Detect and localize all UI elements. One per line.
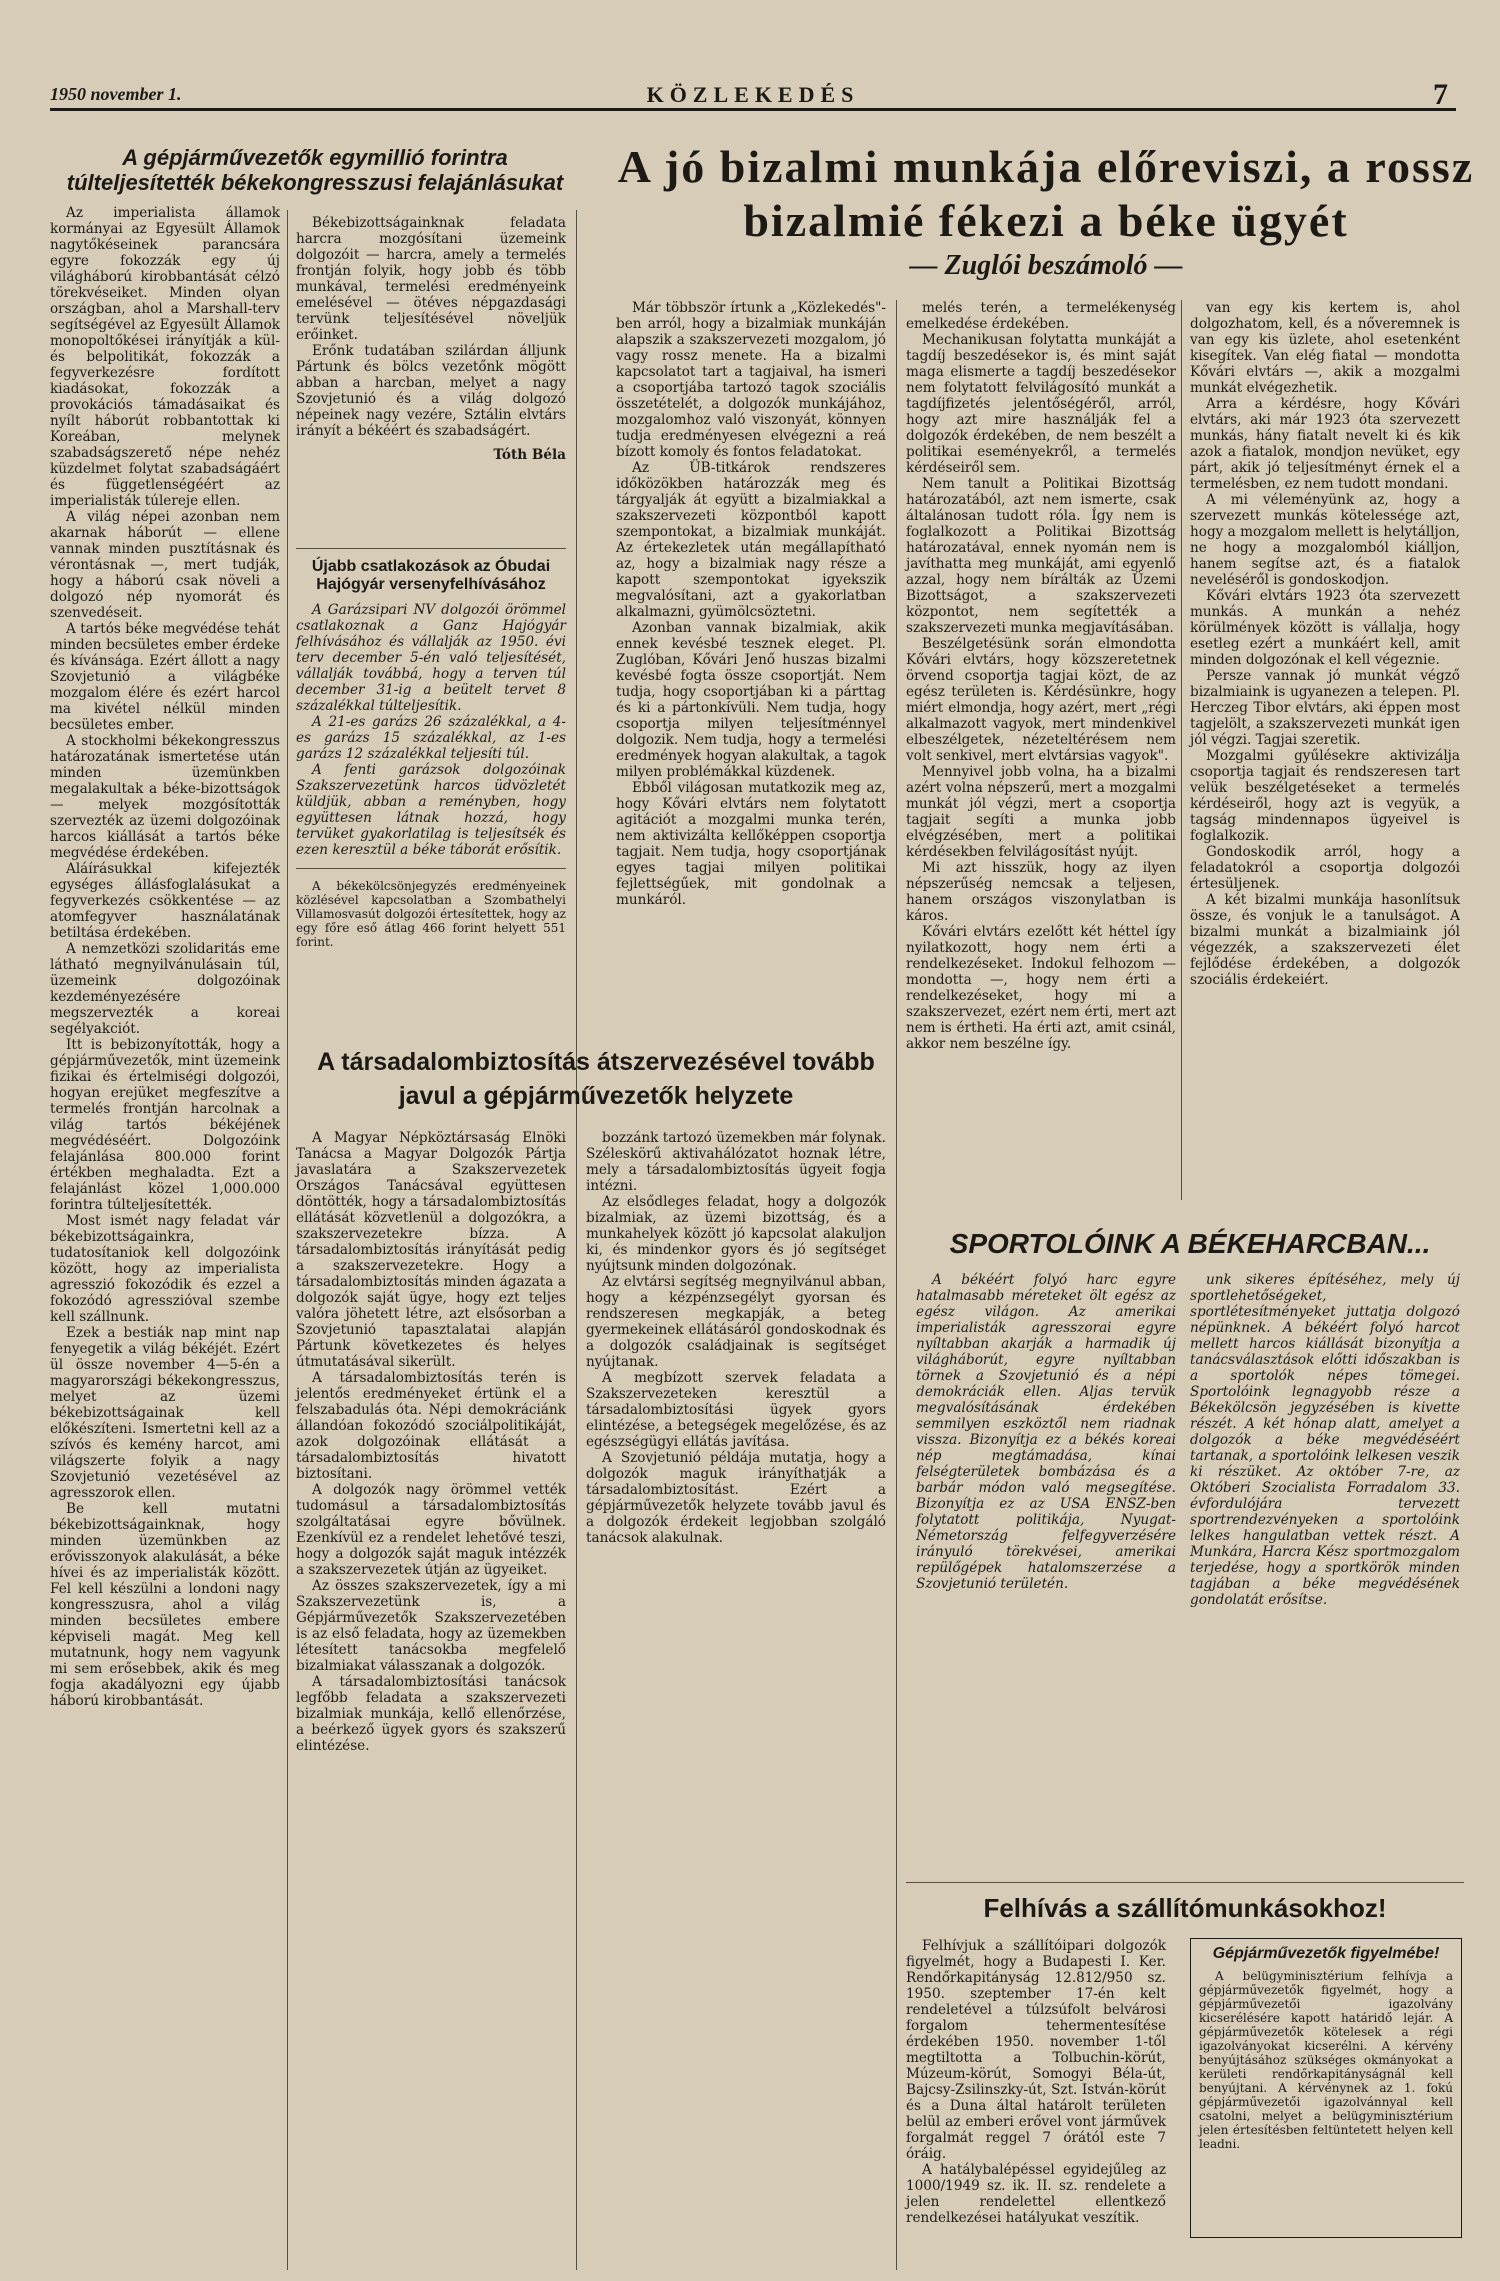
paragraph: Mi azt hisszük, hogy az ilyen népszerűség nemcsak a teljesen, hanem országos viszonylatban is káros. bbox=[906, 860, 1176, 924]
article-2 bbox=[296, 558, 566, 1018]
article-3-column-2 bbox=[586, 1130, 886, 2270]
divider bbox=[296, 868, 566, 869]
article-1-ending bbox=[296, 215, 566, 535]
page-header bbox=[50, 78, 1456, 111]
notice-title: Gépjárművezetők figyelmébe! bbox=[1212, 1945, 1440, 1962]
article-4-subtitle: — Zuglói beszámoló — bbox=[909, 250, 1183, 281]
column-divider bbox=[1181, 300, 1182, 1200]
article-3-column-1 bbox=[296, 1130, 566, 2270]
paragraph: A világ népei azonban nem akarnak háborút — ellene vannak minden pusztításnak és vérontásnak —, mert tudják, hogy a háború csak növeli a dolgozó nép nyomorát és szenvedéseit. bbox=[50, 509, 280, 622]
paragraph: A két bizalmi munkája hasonlítsuk össze, és vonjuk le a tanulságot. A bizalmi munkát a bizalmiaink jól végezzék, a szakszervezeti élet fejlődése érdekében, a dolgozók szociális érdekeiért. bbox=[1190, 892, 1460, 988]
paragraph: Az imperialista államok kormányai az Egyesült Államok nagytőkéseinek parancsára egyre fokozzák egy új világháború kirobbantását célzó törekvéseiket. Minden olyan országban, ahol a Marshall-terv segítségével az Egyesült Államok monopoltőkései irányítják a kül- és belpolitikát, fokozzák a fegyverkezésre fordított kiadásokat, fokozzák a provokációs támadásaikat és nyílt háborút robbantottak ki Koreában, melynek szabadságszerető népe nehéz küzdelmet folytat szabadságáért és függetlenségéért az imperialisták túlereje ellen. bbox=[50, 205, 280, 510]
paragraph: Persze vannak jó munkát végző bizalmiaink is ugyanezen a telepen. Pl. Herczeg Tibor elvtárs, aki éppen most tagjelölt, a szakszervezeti munkát igen jól végzi. Tagjai szeretik. bbox=[1190, 668, 1460, 748]
paragraph: A fenti garázsok dolgozóinak Szakszervezetünk harcos üdvözletét küldjük, abban a reményben, hogy együttesen látnak hozzá, hogy tervüket gyakorlatilag is teljesítsék és ezen keresztül a béke táborát erősítik. bbox=[296, 761, 566, 858]
article-5-column-1 bbox=[916, 1272, 1176, 1872]
article-4-column-3 bbox=[1190, 300, 1460, 1200]
paragraph: A hatálybalépéssel egyidejűleg az 1000/1949 sz. ik. II. sz. rendelete a jelen rendelettel ellentkező rendelkezései hatályukat veszítik. bbox=[906, 2162, 1166, 2226]
paragraph: Az elsődleges feladat, hogy a dolgozók bizalmiak, az üzemi bizottság, és a munkahelyek között jó kapcsolat alakuljon ki, és mindenkor gyors és jó segítséget nyújtsunk minden dolgozónak. bbox=[586, 1194, 886, 1274]
paragraph: Erőnk tudatában szilárdan álljunk Pártunk és bölcs vezetőnk mögött abban a harcban, melyet a nagy Szovjetunió és a világ dolgozó népeinek nagy vezére, Sztálin elvtárs irányít a békéért és szabadságért. bbox=[296, 343, 566, 439]
author-signature: Tóth Béla bbox=[493, 447, 566, 463]
paragraph: A mi véleményünk az, hogy a szervezett munkás kötelessége azt, hogy a mozgalom mellett is helytálljon, ne hogy a mozgalomból kiálljon, hanem segítse azt, és a fiatalok neveléséről is gondoskodjon. bbox=[1190, 492, 1460, 588]
paragraph: Felhívjuk a szállítóipari dolgozók figyelmét, hogy a Budapesti I. Ker. Rendőrkapitányság 12.812/950 sz. 1950. szeptember 17-én kelt rendeletével a túlzsúfolt belvárosi forgalom tehermentesítése érdekében 1950. november 1-től megtiltotta a Tolbuchin-körút, Múzeum-körút, Somogyi Béla-út, Bajcsy-Zsilinszky-út, Szt. István-körút és a Duna által határolt területen belül az emberi erővel vont járművek forgalmát reggel 7 órától este 7 óráig. bbox=[906, 1938, 1166, 2162]
header-rule bbox=[50, 108, 1456, 111]
notice-text: A belügyminisztérium felhívja a gépjárművezetők figyelmét, hogy a gépjárművezetői igazolvány kicserélésére kapott határidő lejár. A gépjárművezetők kötelesek a régi igazolványokat kicserélni. A kérvény benyújtásához szükséges okmányokat a kerületi rendőrkapitányságnál kell benyújtani. A kérvénynek az 1. fokú gépjárművezetői igazolvánnyal kell csatolni, melyet a belügyminisztérium jelen értesítésben feltüntetett helyen kell leadni. bbox=[1199, 1968, 1453, 2151]
paragraph: Mennyivel jobb volna, ha a bizalmi azért volna népszerű, mert a mozgalmi munkát jól végzi, mert a csoportja tagjait segíti a munka jobb elvégzésében, mert a politikai kérdésekben felvilágosítást nyújt. bbox=[906, 764, 1176, 860]
paragraph: Arra a kérdésre, hogy Kővári elvtárs, aki már 1923 óta szervezett munkás, hány fiatalt nevelt ki és kik azok a fiatalok, mondjon nevüket, egy párt, akik jó teljesítményt érnek el a termelésben, ez nem tudott mondani. bbox=[1190, 396, 1460, 492]
page-number: 7 bbox=[1433, 78, 1448, 111]
paragraph: A társadalombiztosítási tanácsok legfőbb feladata a szakszervezeti bizalmiak munkája, kellő ellenőrzése, a beérkező ügyek gyors és szakszerű elintézése. bbox=[296, 1674, 566, 1754]
column-divider bbox=[576, 210, 577, 2270]
article-6-column-1 bbox=[906, 1938, 1166, 2268]
paragraph: Kővári elvtárs 1923 óta szervezett munkás. A munkán a nehéz körülmények között is vállalja, hogy esetleg ezért a munkáért kell, amit minden dolgozónak el kell végeznie. bbox=[1190, 588, 1460, 668]
paragraph: A tartós béke megvédése tehát minden becsületes ember érdeke és kívánsága. Ezért állott a nagy Szovjetunió a világbéke mozgalom élére és ezért harcol ma kivétel nélkül minden becsületes ember. bbox=[50, 621, 280, 734]
article-3-header bbox=[296, 1045, 896, 1125]
article-6-title: Felhívás a szállítómunkásokhoz! bbox=[983, 1893, 1387, 1923]
section-rule bbox=[296, 548, 566, 549]
section-rule bbox=[906, 1882, 1464, 1883]
paragraph: Azonban vannak bizalmiak, akik ennek kevésbé tesznek eleget. Pl. Zuglóban, Kővári Jenő huszas bizalmi kevésbé fogta össze csoportját. Nem tudja, hogy csoportjában ki a párttag és ki a pártonkívüli. Nem tudja, hogy csoportja milyen teljesítménnyel dolgozik. Nem tudja, hogy a termelési eredmények hogyan alakultak, a tagok milyen problémákkal küzdenek. bbox=[616, 620, 886, 780]
paragraph: Nem tanult a Politikai Bizottság határozatából, azt nem ismerte, csak általánosan tudott róla. Így nem is foglalkozott a Politikai Bizottság határozatával, ennek nyomán nem is javíthatta meg munkáját, ami egyenlő azzal, hogy nem bírálták az Üzemi Bizottságot, a szakszervezeti központot, nem segítették a szakszervezeti munka megjavításában. bbox=[906, 476, 1176, 636]
paragraph: bozzánk tartozó üzemekben már folynak. Széleskörű aktivahálózatot hoznak létre, mely a társadalombiztosítás ügyeit fogja intézni. bbox=[586, 1130, 886, 1194]
paragraph: A Szovjetunió példája mutatja, hogy a dolgozók maguk irányíthatják a társadalombiztosítást. Ezért a gépjárművezetők helyzete tovább javul és a dolgozók érdekeit legjobban szolgáló tanácsok alakulnak. bbox=[586, 1450, 886, 1546]
paragraph: melés terén, a termelékenység emelkedése érdekében. bbox=[906, 300, 1176, 332]
paragraph: Az elvtársi segítség megnyilvánul abban, hogy a kézpénzsegélyt gyorsan és rendszeresen megkapják, a beteg gyermekeinek ellátásáról gondoskodnak és a dolgozók családjainak is segítséget nyújtanak. bbox=[586, 1274, 886, 1370]
paragraph: Mozgalmi gyűlésekre aktivizálja csoportja tagjait és rendszeresen tart velük beszélgetéseket a termelés kérdéseiről, hogy azt is vegyük, a tagság mindennapos ügyeivel is foglalkozik. bbox=[1190, 748, 1460, 844]
column-divider bbox=[287, 210, 288, 2270]
paragraph: A stockholmi békekongresszus határozatának ismertetése után minden üzemünkben megalakultak a béke-bizottságok — melyek mozgósították szervezték az üzemi dolgozóinak harcos kiállását a tartós béke megvédése érdekében. bbox=[50, 733, 280, 862]
issue-date: 1950 november 1. bbox=[50, 84, 182, 104]
notice-box bbox=[1190, 1938, 1462, 2238]
paragraph: Az ÜB-titkárok rendszeres időközökben határozzák meg és tárgyalják át együtt a bizalmiakkal a szakszervezeti központból kapott szempontokat, a bizalmiak munkáját. Az értekezletek után megállapítható az, hogy a bizalmiak nagy része a kapott szempontokat igyekszik megvalósítani, azt a gyakorlatban alkalmazni, gyümölcsöztetni. bbox=[616, 460, 886, 620]
paragraph: Aláírásukkal kifejezték egységes állásfoglalásukat a fegyverkezés csökkentése — az atomfegyver használatának betiltása érdekében. bbox=[50, 861, 280, 942]
paragraph: Ebből világosan mutatkozik meg az, hogy Kővári elvtárs nem folytatott agitációt a mozgalmi munka terén, nem aktivizálta kellőképpen csoportja tagjait. Nem tudja, hogy csoportjának egyes tagjai milyen politikai fejlettségűek, mit gondolnak a munkáról. bbox=[616, 780, 886, 908]
paragraph: A békéért folyó harc egyre hatalmasabb méreteket ölt egész az egész világon. Az amerikai imperialisták agresszorai egyre nyíltabban akarják a harmadik új világháborút, egyre nyíltabban törnek a Szovjetunió és a népi demokráciák ellen. Aljas tervük megvalósításának érdekében semmilyen eszköztől nem riadnak vissza. Bizonyítja ez a békés koreai nép megtámadása, kínai felségterületek bombázása és a barbár módon való megsegítése. Bizonyítja ez az USA ENSZ-ben folytatott politikája, Nyugat-Németország felfegyverzésére irányuló törekvései, amerikai repülőgépek hatalomszerzése a Szovjetunió területén. bbox=[916, 1272, 1176, 1592]
paragraph: A Magyar Népköztársaság Elnöki Tanácsa a Magyar Dolgozók Pártja javaslatára a Szakszervezetek Országos Tanácsával együttesen döntötték, hogy a társadalombiztosítás ellátását közvetlenül a dolgozókra, a szakszervezetekre bízza. A társadalombiztosítás irányítását pedig a szakszervezetekre. Hogy a társadalombiztosítás minden ágazata a dolgozók saját ügye, hogy ezt teljes valóra jöhetett létre, azt elsősorban a Szovjetunió tapasztalatai alapján Pártunk következetes és helyes útmutatásával sikerült. bbox=[296, 1130, 566, 1370]
article-4-column-2 bbox=[906, 300, 1176, 1200]
article-3-title: A társadalombiztosítás átszervezésével tovább javul a gépjárművezetők helyzete bbox=[317, 1048, 875, 1110]
paragraph: Az összes szakszervezetek, így a mi Szakszervezetünk is, a Gépjárművezetők Szakszervezetében is az első feladata, hogy az üzemekben létesített tanácsokba megfelelő bizalmiakat válasszanak a dolgozók. bbox=[296, 1578, 566, 1674]
column-divider bbox=[896, 300, 897, 2270]
paragraph: Most ismét nagy feladat vár békebizottságainkra, tudatosítaniok kell dolgozóink között, hogy az imperialista agresszió fokozódik és ezzel a fokozódó agresszióval szembe kell szállnunk. bbox=[50, 1213, 280, 1326]
paragraph: Kővári elvtárs ezelőtt két héttel így nyilatkozott, hogy nem érti a rendelkezéseket. Indokul felhozom — mondotta —, hogy nem érti a rendelkezéseket, hogy mi a szakszervezet, ezért nem érti, mert azt nem is értheti. Ha érti azt, amit csinál, akkor nem beszélne így. bbox=[906, 924, 1176, 1052]
paragraph: A megbízott szervek feladata a Szakszervezeteken keresztül a társadalombiztosítási ügyek gyors elintézése, a betegségek megelőzése, és az egészségügyi ellátás javítása. bbox=[586, 1370, 886, 1450]
article-4-title: A jó bizalmi munkája előreviszi, a rossz bizalmié fékezi a béke ügyét bbox=[617, 141, 1475, 246]
paragraph: unk sikeres építéséhez, mely új sportlehetőségeket, sportlétesítményeket juttatja dolgozó népünknek. A békéért folyó harcot mellett harcos kiállását bizonyítja a tanácsválasztások előtti időszakban is a sportolók népes tömegei. Sportolóink legnagyobb része a Békekölcsön jegyzésében is kivette részét. A két hónap alatt, amelyet a dolgozók a béke megvédéséért tartanak, a sportolóink lelkesen veszik ki részüket. Az október 7-re, az Októberi Szocialista Forradalom 33. évfordulójára tervezett sportrendezvényeken a sportolóink lelkes hangulatban vettek részt. A Munkára, Harcra Kész sportmozgalom terjedése, hogy a sportkörök minden tagjában a béke megvédésének gondolatát erősítse. bbox=[1190, 1272, 1460, 1608]
paragraph: Be kell mutatni békebizottságainknak, hogy minden üzemünkben az erővisszonyok alakulását, a béke hívei és az imperialisták között. Fel kell készülni a londoni nagy kongresszusra, ahol a világ minden becsületes embere képviseli magát. Meg kell mutatnunk, hogy nem vagyunk mi sem erősebbek, akik és meg fogja akadályozni egy újabb háború kirobbantását. bbox=[50, 1501, 280, 1710]
article-4-column-1 bbox=[616, 300, 886, 1020]
paragraph: Már többször írtunk a „Közlekedés"-ben arról, hogy a bizalmiak munkáján alapszik a szakszervezeti mozgalom, jó vagy rossz menete. Ha a bizalmi kapcsolatot tart a tagjaival, ha ismeri a csoportjába tartozó tagok szociális összetételét, a dolgozók munkájához, mozgalomhoz való viszonyát, könnyen tudja eredményesen elvégezni a reá bízott komoly és fontos feladatokat. bbox=[616, 300, 886, 460]
article-1-title: A gépjárművezetők egymillió forintra túlteljesítették békekongresszusi felajánlásukat bbox=[66, 145, 564, 195]
article-5-column-2 bbox=[1190, 1272, 1460, 1872]
paragraph: A dolgozók nagy örömmel vették tudomásul a társadalombiztosítás szolgáltatásai egyre bővülnek. Ezenkívül ez a rendelet lehetővé teszi, hogy a dolgozók saját maguk intézzék a szakszervezetek útján az ügyeiket. bbox=[296, 1482, 566, 1578]
article-5-title: SPORTOLÓINK A BÉKEHARCBAN... bbox=[949, 1228, 1431, 1259]
article-2-title: Újabb csatlakozások az Óbudai Hajógyár versenyfelhívásához bbox=[311, 558, 551, 593]
paragraph: A Garázsipari NV dolgozói örömmel csatlakoznak a Ganz Hajógyár felhívásához és vállalják az 1950. évi terv december 5-én való teljesítését, vállalják továbbá, hogy a terven túl december 31-ig a beütelt tervet 8 százalékkal túlteljesítik. bbox=[296, 601, 566, 714]
article-6-column-2 bbox=[1190, 1938, 1462, 2268]
paragraph: A 21-es garázs 26 százalékkal, a 4-es garázs 15 százalékkal, az 1-es garázs 12 százalékkal teljesíti túl. bbox=[296, 713, 566, 762]
paragraph: Békebizottságainknak feladata harcra mozgósítani üzemeink dolgozóit — harcra, amely a termelés frontján folyik, hogy jobb és több munkával, termelési eredményeink emelésével — ötéves népgazdasági tervünk teljesítésével növeljük erőinket. bbox=[296, 215, 566, 343]
paragraph: A nemzetközi szolidaritás eme látható megnyilvánulásain túl, üzemeink dolgozóinak kezdeményezésére megszervezték a koreai segélyakciót. bbox=[50, 941, 280, 1038]
paragraph: A társadalombiztosítás terén is jelentős eredményeket értünk el a felszabadulás óta. Népi demokráciánk állandóan fokozódó szociálpolitikáját, azok dolgozóinak ellátását a társadalombiztosítás hivatott biztosítani. bbox=[296, 1370, 566, 1482]
newspaper-title: KÖZLEKEDÉS bbox=[646, 82, 860, 107]
news-note: A békekölcsönjegyzés eredményeinek közlésével kapcsolatban a Szombathelyi Villamosvasút dolgozói értesítettek, hogy az egy főre eső átlag 466 forint helyett 551 forint. bbox=[296, 878, 566, 949]
paragraph: Mechanikusan folytatta munkáját a tagdíj beszedésekor is, és mint saját maga elismerte a tagdíj beszedésekor nem folytatott felvilágosító munkát a tagdíjfizetés jelentőségéről, arról, hogy azt mire használják fel a dolgozók érdekében, de nem beszélt a politikai eseményekről, a termelés kérdéseiről sem. bbox=[906, 332, 1176, 476]
paragraph: Gondoskodik arról, hogy a feladatokról a csoportja dolgozói értesüljenek. bbox=[1190, 844, 1460, 892]
paragraph: Ezek a bestiák nap mint nap fenyegetik a világ békéjét. Ezért ül össze november 4—5-én a magyarországi békekongresszus, melyet az üzemi békebizottságainak kell előkészíteni. Ismertetni kell az a szívós és kemény harcot, ami világszerte folyik a nagy Szovjetunió vezetésével az agresszorok ellen. bbox=[50, 1325, 280, 1502]
paragraph: van egy kis kertem is, ahol dolgozhatom, kell, és a nőveremnek is van egy kis üzlete, ahol esetenként kisegítek. Van elég fiatal — mondotta Kővári elvtárs —, akik a mozgalmi munkát elvégezhetik. bbox=[1190, 300, 1460, 396]
paragraph: Itt is bebizonyították, hogy a gépjárművezetők, mint üzemeink fizikai és értelmiségi dolgozói, hogyan erejüket megfeszítve a termelés frontján harcolnak a világ tartós békéjének megvédéséért. Dolgozóink felajánlása 800.000 forint értékben meghaladta. Ezt a felajánlást közel 1,000.000 forintra túlteljesítették. bbox=[50, 1037, 280, 1214]
paragraph: Beszélgetésünk során elmondotta Kővári elvtárs, hogy közszeretetnek örvend csoportja tagjai közt, de az egész területen is. Kérdésünkre, hogy miért elmondja, hogy azért, mert „régi alkalmazott vagyok, mert mindenkivel elbeszélgetek, nézeteltérésem nem volt senkivel, mert elvtársias vagyok". bbox=[906, 636, 1176, 764]
